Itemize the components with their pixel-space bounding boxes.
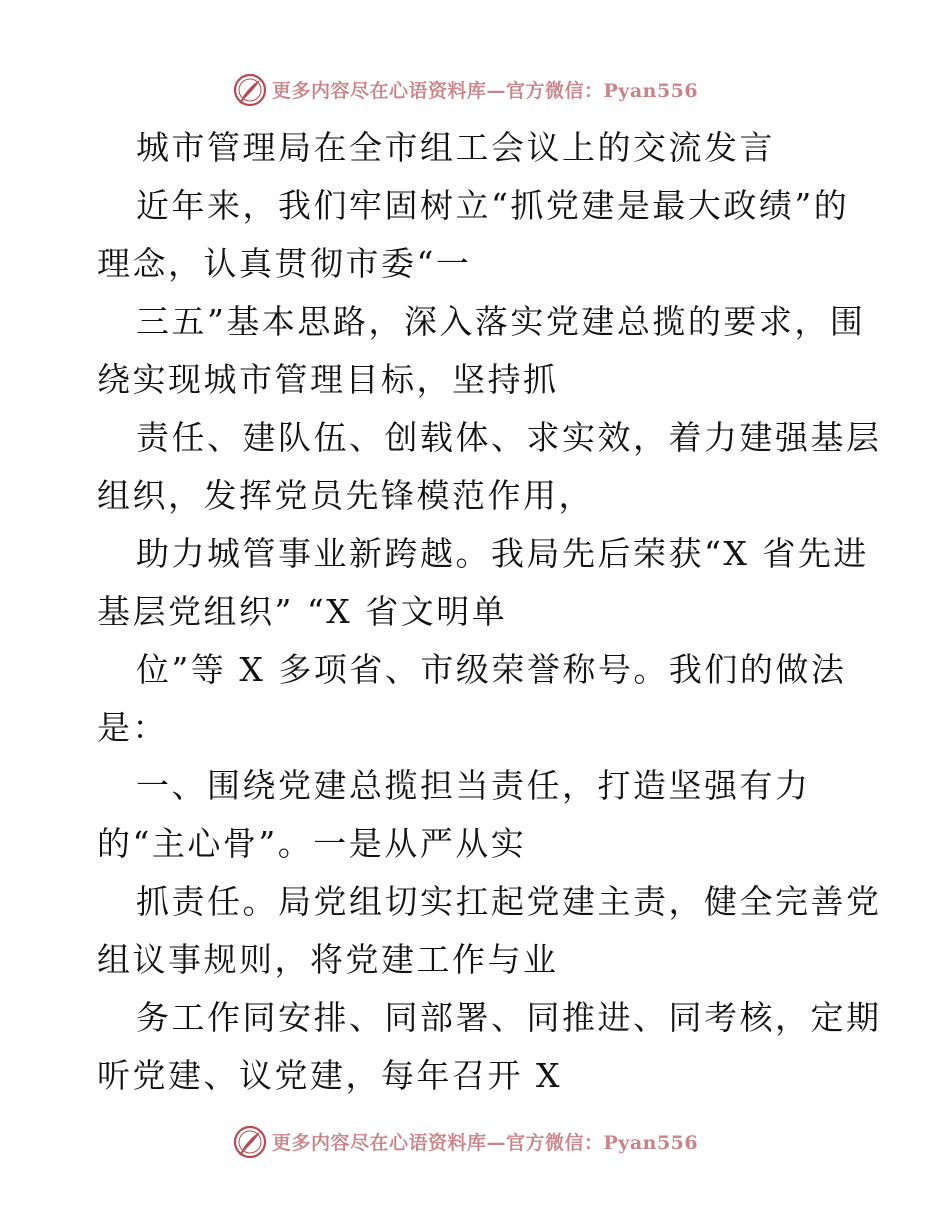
- text-line: 近年来，我们牢固树立“抓党建是最大政绩”的: [136, 186, 850, 225]
- feather-seal-icon: [232, 72, 268, 108]
- text-line: 位”等 X 多项省、市级荣誉称号。我们的做法: [136, 650, 847, 689]
- text-line: 是：: [97, 708, 168, 747]
- text-line: 抓责任。局党组切实扛起党建主责，健全完善党: [136, 882, 882, 921]
- text-line: 责任、建队伍、创载体、求实效，着力建强基层: [136, 418, 882, 457]
- text-line: 绕实现城市管理目标，坚持抓: [97, 360, 559, 399]
- text-line: 理念，认真贯彻市委“一: [97, 244, 472, 283]
- text-line: 三五”基本思路，深入落实党建总揽的要求，围: [136, 302, 866, 341]
- text-line: 听党建、议党建，每年召开 X: [97, 1056, 562, 1095]
- watermark-banner-bottom: [0, 1122, 950, 1162]
- text-line: 组议事规则，将党建工作与业: [97, 940, 559, 979]
- watermark-banner-top: [0, 70, 950, 110]
- text-line: 助力城管事业新跨越。我局先后荣获“X 省先进: [136, 534, 869, 573]
- text-line: 的“主心骨”。一是从严从实: [97, 824, 527, 863]
- section-heading: 一、围绕党建总揽担当责任，打造坚强有力: [136, 766, 811, 805]
- feather-seal-icon: [232, 1124, 268, 1160]
- document-title: 城市管理局在全市组工会议上的交流发言: [136, 128, 775, 167]
- text-line: 务工作同安排、同部署、同推进、同考核，定期: [136, 998, 882, 1037]
- text-line: 组织，发挥党员先锋模范作用，: [97, 476, 594, 515]
- watermark-text: 更多内容尽在心语资料库—官方微信：Pyan556: [272, 1132, 699, 1154]
- watermark-text: 更多内容尽在心语资料库—官方微信：Pyan556: [272, 80, 699, 102]
- text-line: 基层党组织” “X 省文明单: [97, 592, 508, 631]
